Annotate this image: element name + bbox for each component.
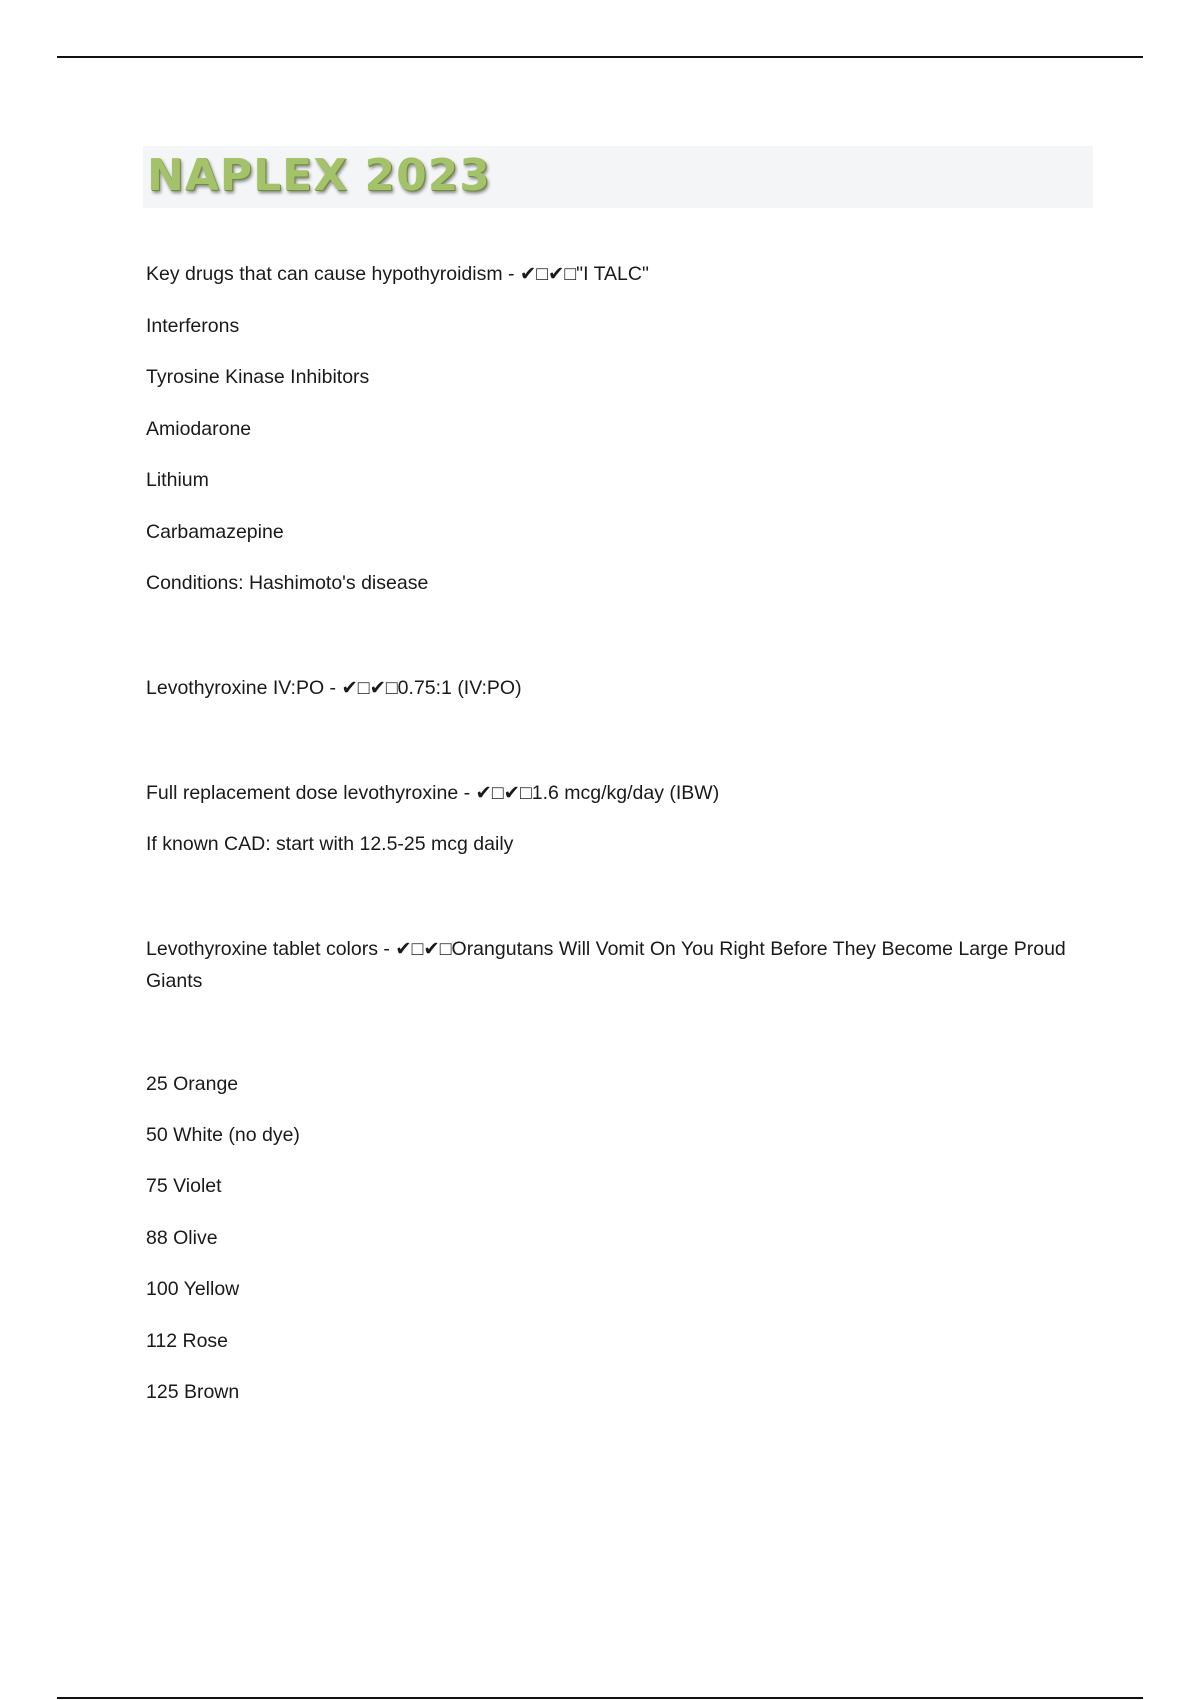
answer-line: Lithium (146, 469, 209, 491)
page-title: NAPLEX 2023 (147, 150, 491, 201)
card-question: Levothyroxine tablet colors - ✔□✔□Orangutans Will Vomit On You Right Before They Become Large Proud Giants (146, 938, 1066, 992)
card-question: Key drugs that can cause hypothyroidism - ✔□✔□"I TALC" (146, 263, 649, 285)
answer-line: 88 Olive (146, 1227, 218, 1249)
card-question: Full replacement dose levothyroxine - ✔□✔□1.6 mcg/kg/day (IBW) (146, 782, 720, 804)
answer-line: 25 Orange (146, 1073, 239, 1095)
answer-line: 100 Yellow (146, 1278, 240, 1300)
answer-line: Tyrosine Kinase Inhibitors (146, 366, 370, 388)
answer-line: 50 White (no dye) (146, 1124, 300, 1146)
answer-line: Conditions: Hashimoto's disease (146, 572, 429, 594)
answer-line: If known CAD: start with 12.5-25 mcg daily (146, 833, 514, 855)
top-divider (57, 56, 1143, 58)
answer-line: 112 Rose (146, 1330, 229, 1352)
answer-line: Interferons (146, 315, 240, 337)
answer-line: Carbamazepine (146, 521, 284, 543)
answer-line: 125 Brown (146, 1381, 240, 1403)
bottom-divider (57, 1697, 1143, 1699)
answer-line: 75 Violet (146, 1175, 222, 1197)
card-question: Levothyroxine IV:PO - ✔□✔□0.75:1 (IV:PO) (146, 677, 522, 699)
answer-line: Amiodarone (146, 418, 252, 440)
